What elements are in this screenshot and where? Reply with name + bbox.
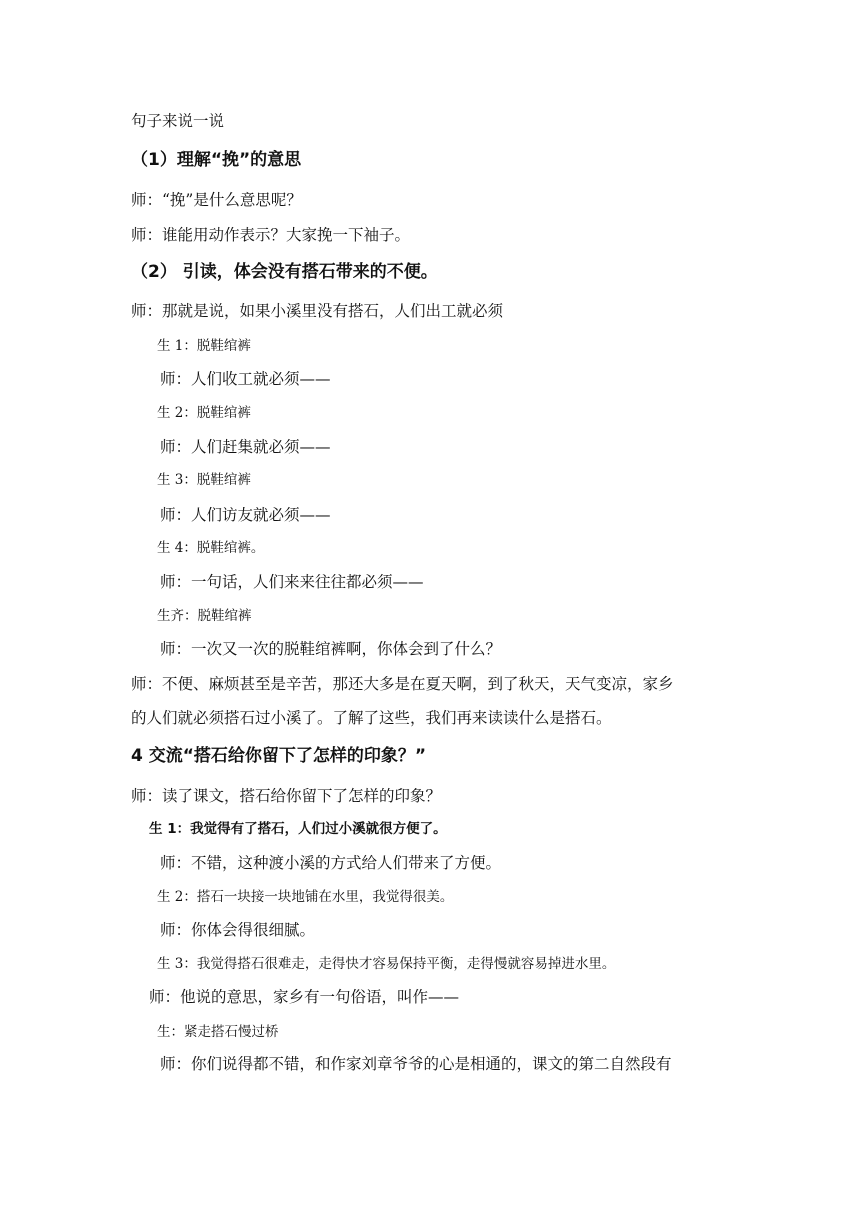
- teacher-line-continued: 的人们就必须搭石过小溪了。了解了这些，我们再来读读什么是搭石。: [131, 709, 612, 727]
- teacher-line: 师：一句话，人们来来往往都必须——: [160, 573, 424, 591]
- teacher-line: 师：谁能用动作表示？大家挽一下袖子。: [131, 226, 411, 244]
- student-line: 生 3：我觉得搭石很难走，走得快才容易保持平衡，走得慢就容易掉进水里。: [157, 956, 616, 972]
- teacher-line: 师：你体会得很细腻。: [160, 921, 316, 939]
- teacher-line: 师：人们访友就必须——: [160, 506, 331, 524]
- teacher-line: 师：“挽”是什么意思呢？: [131, 191, 302, 209]
- student-line: 生 2：脱鞋绾裤: [157, 405, 251, 421]
- teacher-line: 师：不便、麻烦甚至是辛苦，那还大多是在夏天啊，到了秋天，天气变凉，家乡: [131, 675, 674, 693]
- student-line: 生齐：脱鞋绾裤: [157, 608, 252, 624]
- student-line: 生 3：脱鞋绾裤: [157, 472, 251, 488]
- section-heading: （1）理解“挽”的意思: [131, 150, 302, 170]
- section-heading: 4 交流“搭石给你留下了怎样的印象？”: [131, 746, 427, 766]
- teacher-line: 师：你们说得都不错，和作家刘章爷爷的心是相通的，课文的第二自然段有: [160, 1055, 672, 1073]
- text-line: 句子来说一说: [131, 112, 225, 130]
- section-heading: （2） 引读，体会没有搭石带来的不便。: [131, 262, 438, 282]
- student-line: 生 4：脱鞋绾裤。: [157, 540, 265, 556]
- teacher-line: 师：不错，这种渡小溪的方式给人们带来了方便。: [160, 854, 502, 872]
- student-line: 生 2：搭石一块接一块地铺在水里，我觉得很美。: [157, 889, 454, 905]
- teacher-line: 师：一次又一次的脱鞋绾裤啊，你体会到了什么？: [160, 640, 502, 658]
- teacher-line: 师：他说的意思，家乡有一句俗语，叫作——: [149, 988, 460, 1006]
- teacher-line: 师：人们赶集就必须——: [160, 438, 331, 456]
- teacher-line: 师：那就是说，如果小溪里没有搭石，人们出工就必须: [131, 302, 504, 320]
- student-line: 生 1：脱鞋绾裤: [157, 338, 251, 354]
- student-line: 生 1：我觉得有了搭石，人们过小溪就很方便了。: [149, 821, 447, 837]
- student-line: 生：紧走搭石慢过桥: [157, 1024, 279, 1040]
- teacher-line: 师：人们收工就必须——: [160, 370, 331, 388]
- teacher-line: 师：读了课文，搭石给你留下了怎样的印象？: [131, 787, 442, 805]
